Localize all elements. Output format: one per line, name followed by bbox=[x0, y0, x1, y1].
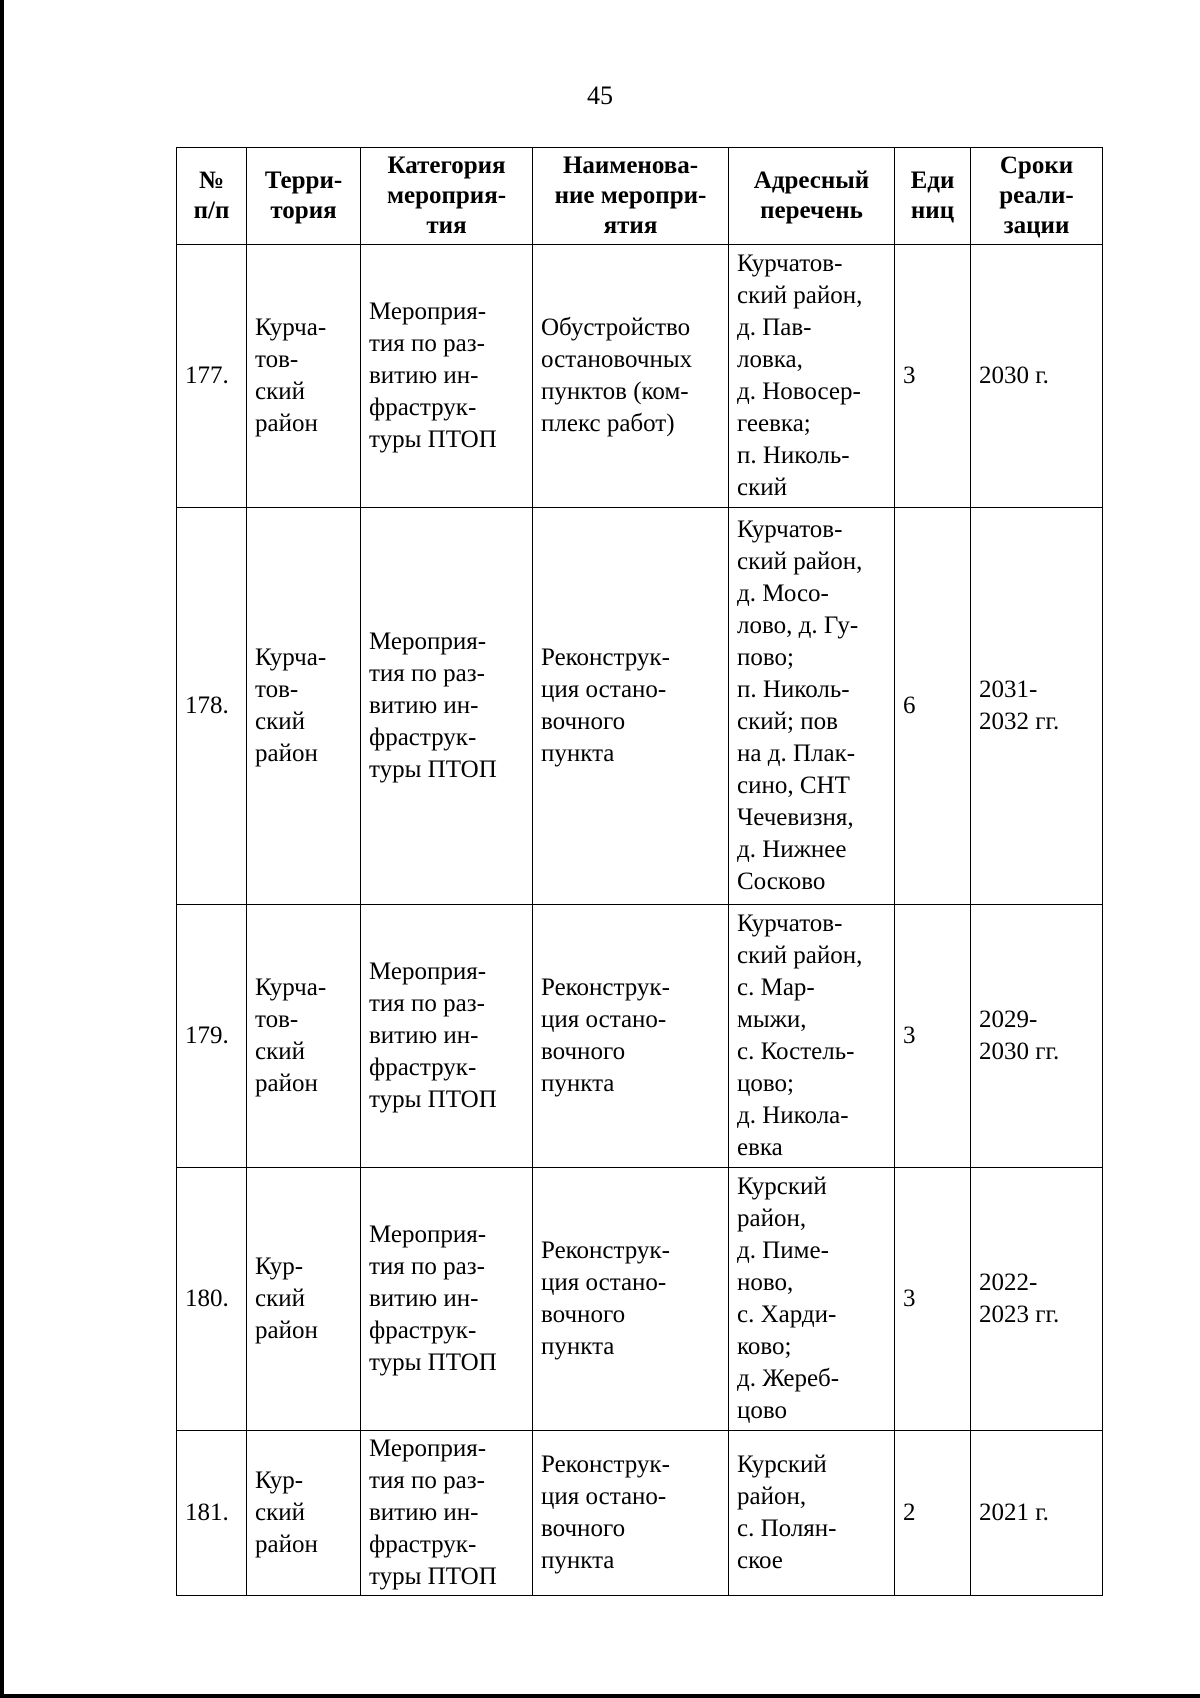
cell-territory: Курча- тов- ский район bbox=[247, 905, 361, 1168]
cell-units: 3 bbox=[895, 1168, 971, 1431]
cell-category: Мероприя- тия по раз- витию ин- фраструк- туры ПТОП bbox=[361, 508, 533, 905]
cell-units: 3 bbox=[895, 245, 971, 508]
cell-category: Мероприя- тия по раз- витию ин- фраструк- туры ПТОП bbox=[361, 245, 533, 508]
cell-category: Мероприя- тия по раз- витию ин- фраструк- туры ПТОП bbox=[361, 1168, 533, 1431]
header-address: Адресный перечень bbox=[729, 148, 895, 245]
cell-territory: Курча- тов- ский район bbox=[247, 245, 361, 508]
header-name: Наименова- ние меропри- ятия bbox=[533, 148, 729, 245]
cell-name: Реконструк- ция остано- вочного пункта bbox=[533, 1168, 729, 1431]
header-category: Категория мероприя- тия bbox=[361, 148, 533, 245]
cell-address: Курчатов- ский район, д. Мосо- лово, д. Гу- пово; п. Николь- ский; пов на д. Плак- сино, СНТ Чечевизня, д. Нижнее Сосково bbox=[729, 508, 895, 905]
cell-address: Курский район, д. Пиме- ново, с. Харди- ково; д. Жереб- цово bbox=[729, 1168, 895, 1431]
cell-address: Курчатов- ский район, с. Мар- мыжи, с. Костель- цово; д. Никола- евка bbox=[729, 905, 895, 1168]
table-row bbox=[177, 245, 1103, 508]
cell-num: 181. bbox=[177, 1431, 247, 1596]
cell-units: 6 bbox=[895, 508, 971, 905]
cell-num: 178. bbox=[177, 508, 247, 905]
cell-address: Курский район, с. Полян- ское bbox=[729, 1431, 895, 1596]
cell-address: Курчатов- ский район, д. Пав- ловка, д. Новосер- геевка; п. Николь- ский bbox=[729, 245, 895, 508]
measures-table bbox=[176, 147, 1103, 1596]
cell-term: 2030 г. bbox=[971, 245, 1103, 508]
table-row bbox=[177, 508, 1103, 905]
cell-name: Реконструк- ция остано- вочного пункта bbox=[533, 508, 729, 905]
cell-category: Мероприя- тия по раз- витию ин- фраструк- туры ПТОП bbox=[361, 905, 533, 1168]
cell-num: 177. bbox=[177, 245, 247, 508]
scan-edge-left bbox=[0, 0, 4, 1698]
cell-units: 2 bbox=[895, 1431, 971, 1596]
header-territory: Терри- тория bbox=[247, 148, 361, 245]
scan-edge-bottom bbox=[0, 1694, 1200, 1698]
cell-term: 2021 г. bbox=[971, 1431, 1103, 1596]
header-units: Еди ниц bbox=[895, 148, 971, 245]
table-row bbox=[177, 1168, 1103, 1431]
cell-units: 3 bbox=[895, 905, 971, 1168]
cell-name: Обустройство остановочных пунктов (ком- плекс работ) bbox=[533, 245, 729, 508]
cell-num: 179. bbox=[177, 905, 247, 1168]
cell-category: Мероприя- тия по раз- витию ин- фраструк- туры ПТОП bbox=[361, 1431, 533, 1596]
cell-term: 2029- 2030 гг. bbox=[971, 905, 1103, 1168]
cell-territory: Кур- ский район bbox=[247, 1431, 361, 1596]
cell-territory: Курча- тов- ский район bbox=[247, 508, 361, 905]
cell-name: Реконструк- ция остано- вочного пункта bbox=[533, 1431, 729, 1596]
cell-term: 2022- 2023 гг. bbox=[971, 1168, 1103, 1431]
cell-num: 180. bbox=[177, 1168, 247, 1431]
table-row bbox=[177, 905, 1103, 1168]
page-number: 45 bbox=[587, 81, 613, 110]
header-term: Сроки реали- зации bbox=[971, 148, 1103, 245]
cell-territory: Кур- ский район bbox=[247, 1168, 361, 1431]
table-header-row bbox=[177, 148, 1103, 245]
cell-name: Реконструк- ция остано- вочного пункта bbox=[533, 905, 729, 1168]
table-row bbox=[177, 1431, 1103, 1596]
header-num: № п/п bbox=[177, 148, 247, 245]
cell-term: 2031- 2032 гг. bbox=[971, 508, 1103, 905]
